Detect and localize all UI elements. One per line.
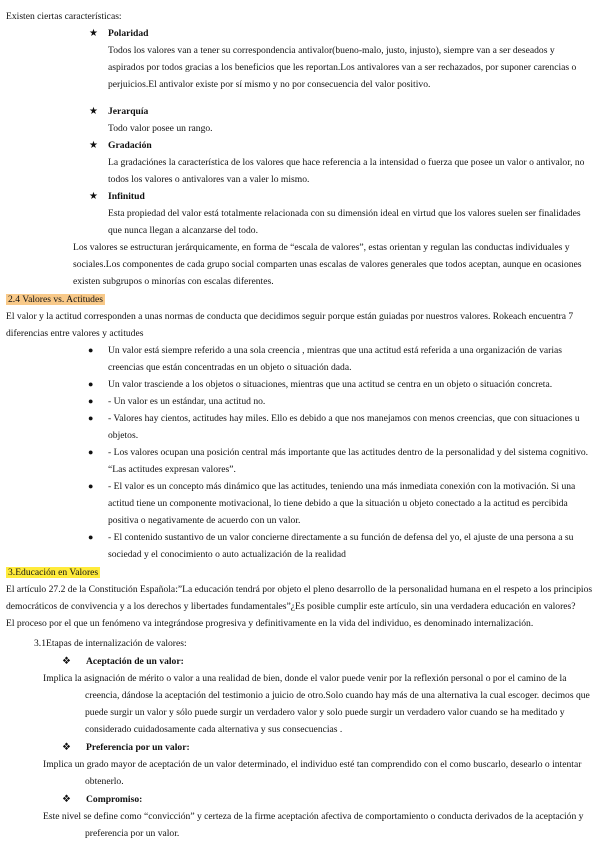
list-item: ● Un valor trasciende a los objetos o situaciones, mientras que una actitud se centra en un objeto o situación concreta. — [108, 376, 592, 393]
diamond-bullet-icon: ❖ — [62, 742, 71, 753]
bullet-dot-icon: ● — [88, 345, 94, 355]
stage-preferencia — [0, 739, 600, 790]
scale-paragraph: Los valores se estructuran jerárquicamente, en forma de “escala de valores”, estas orientan y regulan las conductas individuales y sociales.Los componentes de cada grupo social comparten unas escalas de valores generales que todos aceptan, aunque en ocasiones existen subgrupos o minorías con escalas diferentes. — [73, 242, 582, 287]
list-item: ● - Valores hay cientos, actitudes hay miles. Ello es debido a que nos manejamos con menos creencias, que con situaciones u objetos. — [108, 410, 592, 444]
characteristic-title: Jerarquía — [108, 106, 149, 117]
internalization-paragraph: El proceso por el que un fenómeno va integrándose progresiva y definitivamente en la vida del individuo, es denominado internalización. — [6, 618, 534, 629]
diamond-bullet-icon: ❖ — [62, 656, 71, 667]
bullet-dot-icon: ● — [88, 379, 94, 389]
list-item: ● - El contenido sustantivo de un valor concierne directamente a su función de defensa del yo, el ajuste de una persona a su sociedad y el conocimiento o auto actualización de la realidad — [108, 529, 592, 563]
stage-text: Implica un grado mayor de aceptación de un valor determinado, el individuo esté tan comprendido con el como buscarlo, desearlo o intentar obtenerlo. — [43, 759, 582, 787]
bullet-dot-icon: ● — [88, 481, 94, 491]
intro-text: Existen ciertas características: — [6, 11, 122, 22]
characteristic-title: Infinitud — [108, 191, 145, 202]
constitution-paragraph: El artículo 27.2 de la Constitución Española:”La educación tendrá por objeto el pleno desarrollo de la personalidad humana en el respeto a los principios democráticos de convivencia y a los derechos y libertades fundamentales”¿Es posible cumplir este artículo, sin una verdadera educación en valores? — [6, 584, 593, 612]
differences-list — [0, 342, 600, 563]
characteristic-text: Todo valor posee un rango. — [108, 123, 213, 134]
list-item: ● - Un valor es un estándar, una actitud no. — [108, 393, 592, 410]
star-bullet-icon: ★ — [89, 28, 98, 39]
characteristic-infinitud — [0, 188, 600, 239]
list-item: ● - El valor es un concepto más dinámico que las actitudes, teniendo una más inmediata conexión con la motivación. Si una actitud tiene un componente motivacional, lo tiene debido a que la situación u objeto conectado a la actitud es percibida positiva o negativamente de acuerdo con un valor. — [108, 478, 592, 529]
bullet-dot-icon: ● — [88, 413, 94, 423]
diamond-bullet-icon: ❖ — [62, 794, 71, 805]
bullet-dot-icon: ● — [88, 396, 94, 406]
bullet-dot-icon: ● — [88, 447, 94, 457]
section-heading-3 — [0, 564, 600, 581]
stage-compromiso — [0, 791, 600, 842]
stage-text: Este nivel se define como “convicción” y certeza de la firme aceptación afectiva de comportamiento o conducta derivados de la aceptación y preferencia por un valor. — [43, 811, 584, 839]
characteristic-text: Esta propiedad del valor está totalmente relacionada con su dimensión ideal en virtud que los valores suelen ser finalidades que nunca llegan a alcanzarse del todo. — [108, 208, 581, 236]
section-heading-2-4 — [0, 291, 600, 308]
stage-title: Preferencia por un valor: — [86, 742, 190, 753]
section-heading-text: 3.Educación en Valores — [8, 567, 99, 578]
stage-aceptacion — [0, 653, 600, 738]
stage-title: Aceptación de un valor: — [86, 656, 184, 667]
characteristic-text: La gradaciónes la característica de los valores que hace referencia a la intensidad o fuerza que posee un valor o antivalor, no todos los valores o antivalores van a valer lo mismo. — [108, 157, 585, 185]
stage-title: Compromiso: — [86, 794, 143, 805]
section-heading-text: 2.4 Valores vs. Actitudes — [8, 294, 103, 305]
list-item: ● Un valor está siempre referido a una sola creencia , mientras que una actitud está referida a una organización de varias creencias que están concentradas en un objeto o situación dada. — [108, 342, 592, 376]
characteristic-gradacion — [0, 137, 600, 188]
characteristic-jerarquia — [0, 103, 600, 137]
characteristic-text: Todos los valores van a tener su correspondencia antivalor(bueno-malo, justo, injusto), siempre van a ser deseados y aspirados por todos gracias a los beneficios que les reportan.Los antivalores van a ser rechazados, por suponer carencias o perjuicios.El antivalor existe por sí mismo y no por consecuencia del valor positivo. — [108, 45, 577, 90]
stage-text: Implica la asignación de mérito o valor a una realidad de bien, donde el valor puede venir por la reflexión personal o por el camino de la creencia, dándose la aceptación del testimonio a juicio de otro.Solo cuando hay más de una alternativa la cual escoger. decimos que puede surgir un valor y sólo puede surgir un verdadero valor y solo puede surgir un verdadero valor cuando se ha meditado y considerado cuidadosamente cada alternativa y sus consecuencias . — [43, 673, 590, 735]
subsection-heading: 3.1Etapas de internalización de valores: — [34, 638, 187, 649]
list-item: ● - Los valores ocupan una posición central más importante que las actitudes dentro de la personalidad y del sistema cognitivo. “Las actitudes expresan valores”. — [108, 444, 592, 478]
star-bullet-icon: ★ — [89, 106, 98, 117]
characteristic-polaridad — [0, 25, 600, 93]
section-2-4-paragraph: El valor y la actitud corresponden a unas normas de conducta que decidimos seguir porque están guiadas por nuestros valores. Rokeach encuentra 7 diferencias entre valores y actitudes — [6, 311, 574, 339]
characteristic-title: Polaridad — [108, 28, 149, 39]
star-bullet-icon: ★ — [89, 140, 98, 151]
star-bullet-icon: ★ — [89, 191, 98, 202]
characteristic-title: Gradación — [108, 140, 152, 151]
bullet-dot-icon: ● — [88, 532, 94, 542]
